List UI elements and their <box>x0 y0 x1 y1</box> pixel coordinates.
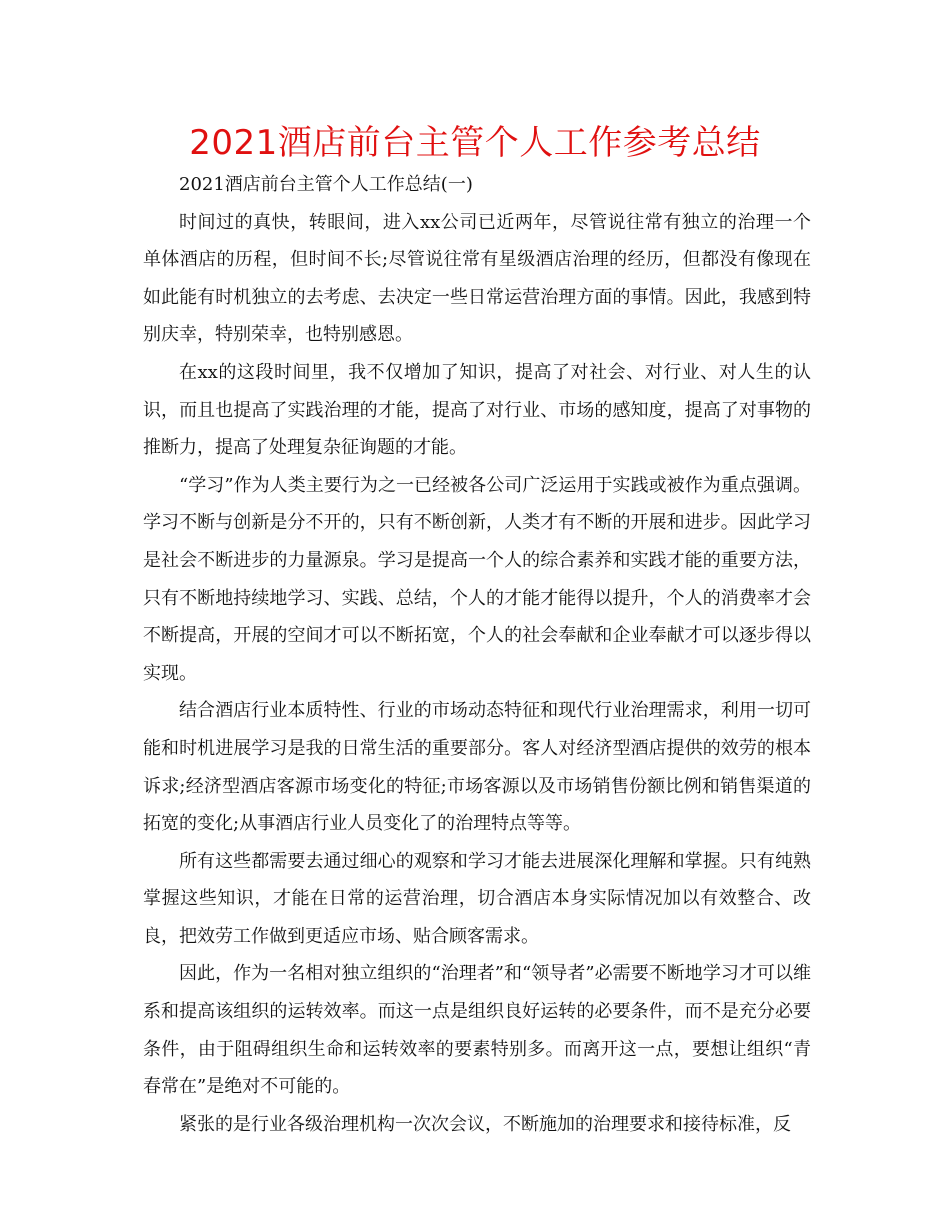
paragraph: 所有这些都需要去通过细心的观察和学习才能去进展深化理解和掌握。只有纯熟掌握这些知识，才能在日常的运营治理，切合酒店本身实际情况加以有效整合、改良，把效劳工作做到更适应市场、贴合顾客需求。 <box>143 850 811 947</box>
document-title: 2021酒店前台主管个人工作参考总结 <box>189 123 761 163</box>
paragraph: 时间过的真快，转眼间，进入xx公司已近两年，尽管说往常有独立的治理一个单体酒店的历程，但时间不长;尽管说往常有星级酒店治理的经历，但都没有像现在如此能有时机独立的去考虑、去决定一些日常运营治理方面的事情。因此，我感到特别庆幸，特别荣幸，也特别感恩。 <box>143 211 811 346</box>
paragraph: 在xx的这段时间里，我不仅增加了知识，提高了对社会、对行业、对人生的认识，而且也提高了实践治理的才能，提高了对行业、市场的感知度，提高了对事物的推断力，提高了处理复杂征询题的才能。 <box>143 361 811 459</box>
paragraph: 因此，作为一名相对独立组织的“治理者”和“领导者”必需要不断地学习才可以维系和提高该组织的运转效率。而这一点是组织良好运转的必要条件，而不是充分必要条件，由于阻碍组织生命和运转效率的要素特别多。而离开这一点，要想让组织“青春常在”是绝对不可能的。 <box>143 963 811 1098</box>
document-subtitle: 2021酒店前台主管个人工作总结(一) <box>179 174 473 195</box>
paragraph: 紧张的是行业各级治理机构一次次会议，不断施加的治理要求和接待标准，反 <box>179 1113 791 1135</box>
paragraph: 结合酒店行业本质特性、行业的市场动态特征和现代行业治理需求，利用一切可能和时机进展学习是我的日常生活的重要部分。客人对经济型酒店提供的效劳的根本诉求;经济型酒店客源市场变化的特征;市场客源以及市场销售份额比例和销售渠道的拓宽的变化;从事酒店行业人员变化了的治理特点等等。 <box>143 700 811 835</box>
paragraph: “学习”作为人类主要行为之一已经被各公司广泛运用于实践或被作为重点强调。学习不断与创新是分不开的，只有不断创新，人类才有不断的开展和进步。因此学习是社会不断进步的力量源泉。学习是提高一个人的综合素养和实践才能的重要方法，只有不断地持续地学习、实践、总结，个人的才能才能得以提升，个人的消费率才会不断提高，开展的空间才可以不断拓宽，个人的社会奉献和企业奉献才可以逐步得以实现。 <box>143 474 811 684</box>
document-body <box>143 166 811 1143</box>
